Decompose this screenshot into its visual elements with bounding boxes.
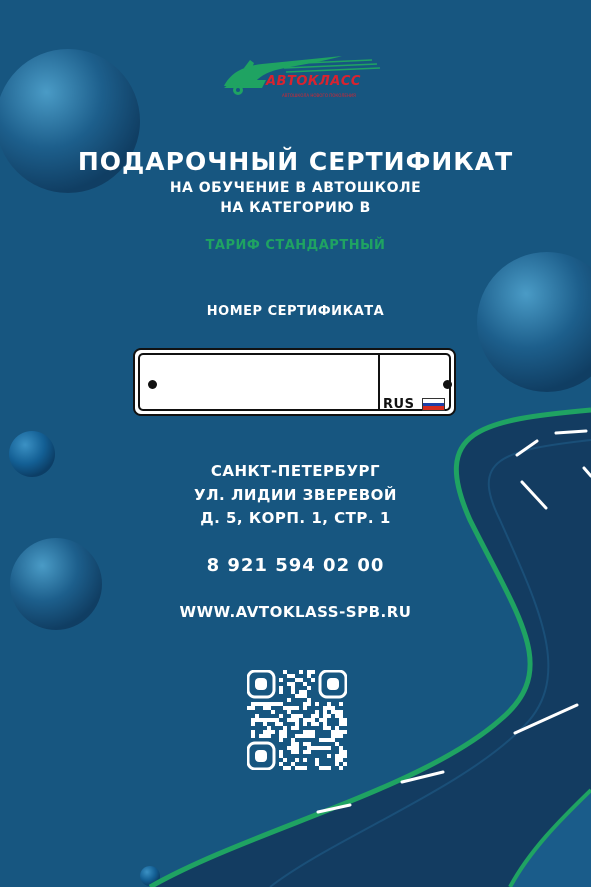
qr-module: [299, 714, 303, 718]
qr-module: [279, 686, 283, 690]
qr-module: [267, 718, 271, 722]
qr-module: [311, 718, 315, 722]
qr-module: [271, 718, 275, 722]
qr-module: [327, 706, 331, 710]
qr-module: [339, 714, 343, 718]
plate-bolt-left: [148, 380, 157, 389]
qr-module: [307, 718, 311, 722]
qr-module: [251, 702, 255, 706]
qr-module: [287, 718, 291, 722]
qr-module: [315, 702, 319, 706]
qr-module: [291, 674, 295, 678]
qr-module: [291, 686, 295, 690]
qr-module: [303, 690, 307, 694]
qr-module: [339, 702, 343, 706]
qr-module: [307, 698, 311, 702]
qr-module: [315, 722, 319, 726]
plate-divider: [378, 355, 380, 409]
qr-module: [339, 722, 343, 726]
qr-module: [291, 690, 295, 694]
qr-module: [299, 766, 303, 770]
qr-module: [263, 702, 267, 706]
qr-module: [303, 702, 307, 706]
qr-module: [315, 746, 319, 750]
qr-module: [251, 718, 255, 722]
qr-module: [327, 766, 331, 770]
qr-module: [279, 714, 283, 718]
qr-module: [303, 730, 307, 734]
qr-module: [291, 714, 295, 718]
address-building: Д. 5, КОРП. 1, СТР. 1: [200, 509, 391, 527]
qr-module: [315, 710, 319, 714]
qr-module: [303, 718, 307, 722]
qr-module: [287, 698, 291, 702]
qr-module: [263, 706, 267, 710]
qr-module: [291, 718, 295, 722]
qr-module: [323, 766, 327, 770]
qr-module: [263, 722, 267, 726]
qr-module: [303, 758, 307, 762]
phone-number[interactable]: 8 921 594 02 00: [206, 555, 385, 576]
qr-module: [331, 738, 335, 742]
address-city: САНКТ-ПЕТЕРБУРГ: [210, 462, 381, 480]
qr-module: [295, 750, 299, 754]
tariff-label: ТАРИФ СТАНДАРТНЫЙ: [205, 238, 386, 253]
qr-module: [295, 722, 299, 726]
qr-module: [283, 766, 287, 770]
qr-module: [259, 734, 263, 738]
qr-module: [267, 730, 271, 734]
qr-module: [279, 734, 283, 738]
qr-module: [255, 718, 259, 722]
qr-module: [271, 710, 275, 714]
qr-module: [283, 706, 287, 710]
qr-module: [339, 746, 343, 750]
qr-module: [311, 678, 315, 682]
qr-module: [311, 670, 315, 674]
qr-module: [251, 706, 255, 710]
certificate-number-label: НОМЕР СЕРТИФИКАТА: [206, 304, 385, 319]
qr-module: [295, 766, 299, 770]
logo-wordmark: АВТОКЛАСС: [266, 74, 361, 89]
qr-module: [311, 734, 315, 738]
qr-module: [339, 754, 343, 758]
qr-module: [335, 754, 339, 758]
qr-module: [287, 682, 291, 686]
qr-module: [331, 730, 335, 734]
qr-module: [339, 710, 343, 714]
qr-module: [279, 762, 283, 766]
qr-module: [311, 714, 315, 718]
qr-module: [267, 702, 271, 706]
qr-module: [307, 702, 311, 706]
qr-module: [307, 746, 311, 750]
qr-module: [247, 706, 251, 710]
qr-module: [251, 734, 255, 738]
qr-module: [339, 750, 343, 754]
qr-module: [303, 682, 307, 686]
qr-module: [323, 706, 327, 710]
qr-module: [295, 718, 299, 722]
qr-module: [295, 714, 299, 718]
qr-module: [339, 730, 343, 734]
qr-module: [291, 750, 295, 754]
qr-module: [263, 734, 267, 738]
qr-module: [295, 678, 299, 682]
qr-module: [335, 710, 339, 714]
flag-stripe-red: [423, 406, 444, 410]
qr-module: [267, 726, 271, 730]
certificate-title: ПОДАРОЧНЫЙ СЕРТИФИКАТ: [77, 147, 514, 176]
qr-module: [283, 670, 287, 674]
qr-module: [283, 734, 287, 738]
license-plate-icon: [133, 348, 456, 416]
qr-module: [287, 766, 291, 770]
qr-module: [319, 746, 323, 750]
qr-module: [303, 722, 307, 726]
qr-module: [303, 706, 307, 710]
logo-tagline: АВТОШКОЛА НОВОГО ПОКОЛЕНИЯ: [282, 93, 356, 98]
qr-module: [303, 750, 307, 754]
qr-module: [339, 758, 343, 762]
qr-module: [331, 706, 335, 710]
qr-module: [295, 726, 299, 730]
qr-module: [275, 722, 279, 726]
qr-module: [307, 742, 311, 746]
qr-module: [299, 678, 303, 682]
qr-module: [295, 694, 299, 698]
qr-module: [315, 762, 319, 766]
qr-module: [303, 694, 307, 698]
qr-module: [267, 734, 271, 738]
qr-module: [275, 718, 279, 722]
qr-module: [335, 714, 339, 718]
qr-module: [327, 702, 331, 706]
qr-module: [323, 722, 327, 726]
qr-module: [291, 762, 295, 766]
qr-module: [319, 766, 323, 770]
qr-module: [311, 722, 315, 726]
qr-module: [335, 758, 339, 762]
qr-module: [339, 734, 343, 738]
qr-module: [311, 746, 315, 750]
qr-module: [255, 702, 259, 706]
certificate-subtitle-line2: НА КАТЕГОРИЮ В: [220, 200, 371, 216]
road: [150, 410, 591, 887]
website-link[interactable]: WWW.AVTOKLASS-SPB.RU: [179, 603, 412, 621]
qr-module: [339, 718, 343, 722]
qr-module: [259, 702, 263, 706]
qr-module: [327, 738, 331, 742]
qr-module: [323, 738, 327, 742]
qr-module: [307, 750, 311, 754]
plate-frame: [138, 353, 451, 411]
qr-module: [287, 710, 291, 714]
qr-module: [307, 730, 311, 734]
qr-module: [251, 722, 255, 726]
qr-module: [291, 738, 295, 742]
qr-module: [299, 670, 303, 674]
qr-module: [343, 754, 347, 758]
qr-module: [287, 746, 291, 750]
qr-module: [343, 730, 347, 734]
qr-module: [259, 718, 263, 722]
qr-module: [331, 710, 335, 714]
qr-module: [255, 714, 259, 718]
qr-finder-center: [255, 678, 267, 690]
qr-module: [279, 754, 283, 758]
qr-module: [343, 718, 347, 722]
qr-module: [327, 726, 331, 730]
qr-module: [267, 706, 271, 710]
qr-module: [295, 706, 299, 710]
qr-module: [323, 726, 327, 730]
qr-module: [323, 718, 327, 722]
qr-module: [283, 726, 287, 730]
qr-finder-center: [255, 750, 267, 762]
qr-code-icon[interactable]: [247, 670, 347, 770]
qr-module: [303, 766, 307, 770]
qr-module: [299, 690, 303, 694]
qr-module: [291, 746, 295, 750]
qr-module: [307, 674, 311, 678]
certificate-subtitle-line1: НА ОБУЧЕНИЕ В АВТОШКОЛЕ: [169, 180, 422, 196]
plate-bolt-right: [443, 380, 452, 389]
qr-module: [315, 758, 319, 762]
qr-module: [339, 766, 343, 770]
qr-module: [335, 730, 339, 734]
qr-module: [279, 678, 283, 682]
qr-module: [327, 746, 331, 750]
qr-module: [335, 762, 339, 766]
qr-module: [323, 746, 327, 750]
qr-module: [279, 702, 283, 706]
qr-module: [291, 682, 295, 686]
qr-module: [343, 750, 347, 754]
qr-module: [335, 734, 339, 738]
qr-module: [327, 754, 331, 758]
qr-module: [287, 674, 291, 678]
qr-module: [307, 670, 311, 674]
qr-module: [343, 722, 347, 726]
qr-module: [323, 714, 327, 718]
russian-flag-icon: [422, 398, 445, 411]
plate-region-text: RUS: [383, 397, 415, 412]
qr-module: [251, 730, 255, 734]
qr-module: [319, 718, 323, 722]
qr-module: [307, 686, 311, 690]
qr-module: [299, 734, 303, 738]
qr-module: [291, 706, 295, 710]
qr-module: [307, 734, 311, 738]
sphere-right: [477, 252, 591, 392]
qr-module: [279, 750, 283, 754]
qr-module: [295, 746, 299, 750]
qr-module: [295, 742, 299, 746]
qr-module: [291, 742, 295, 746]
qr-module: [311, 730, 315, 734]
qr-module: [303, 734, 307, 738]
qr-module: [323, 710, 327, 714]
qr-module: [319, 738, 323, 742]
qr-module: [335, 742, 339, 746]
qr-module: [271, 702, 275, 706]
qr-module: [271, 730, 275, 734]
qr-module: [331, 734, 335, 738]
qr-module: [283, 758, 287, 762]
qr-module: [283, 730, 287, 734]
qr-module: [299, 694, 303, 698]
qr-module: [327, 714, 331, 718]
qr-module: [287, 706, 291, 710]
address-street: УЛ. ЛИДИИ ЗВЕРЕВОЙ: [194, 486, 397, 504]
qr-module: [295, 734, 299, 738]
qr-module: [315, 714, 319, 718]
qr-finder-center: [327, 678, 339, 690]
qr-module: [275, 702, 279, 706]
qr-module: [335, 726, 339, 730]
qr-module: [279, 722, 283, 726]
qr-module: [279, 690, 283, 694]
autoschool-logo: [222, 50, 384, 106]
qr-module: [291, 726, 295, 730]
qr-module: [263, 718, 267, 722]
qr-module: [279, 738, 283, 742]
qr-module: [263, 730, 267, 734]
qr-module: [343, 762, 347, 766]
qr-module: [279, 730, 283, 734]
qr-module: [303, 742, 307, 746]
qr-module: [295, 758, 299, 762]
